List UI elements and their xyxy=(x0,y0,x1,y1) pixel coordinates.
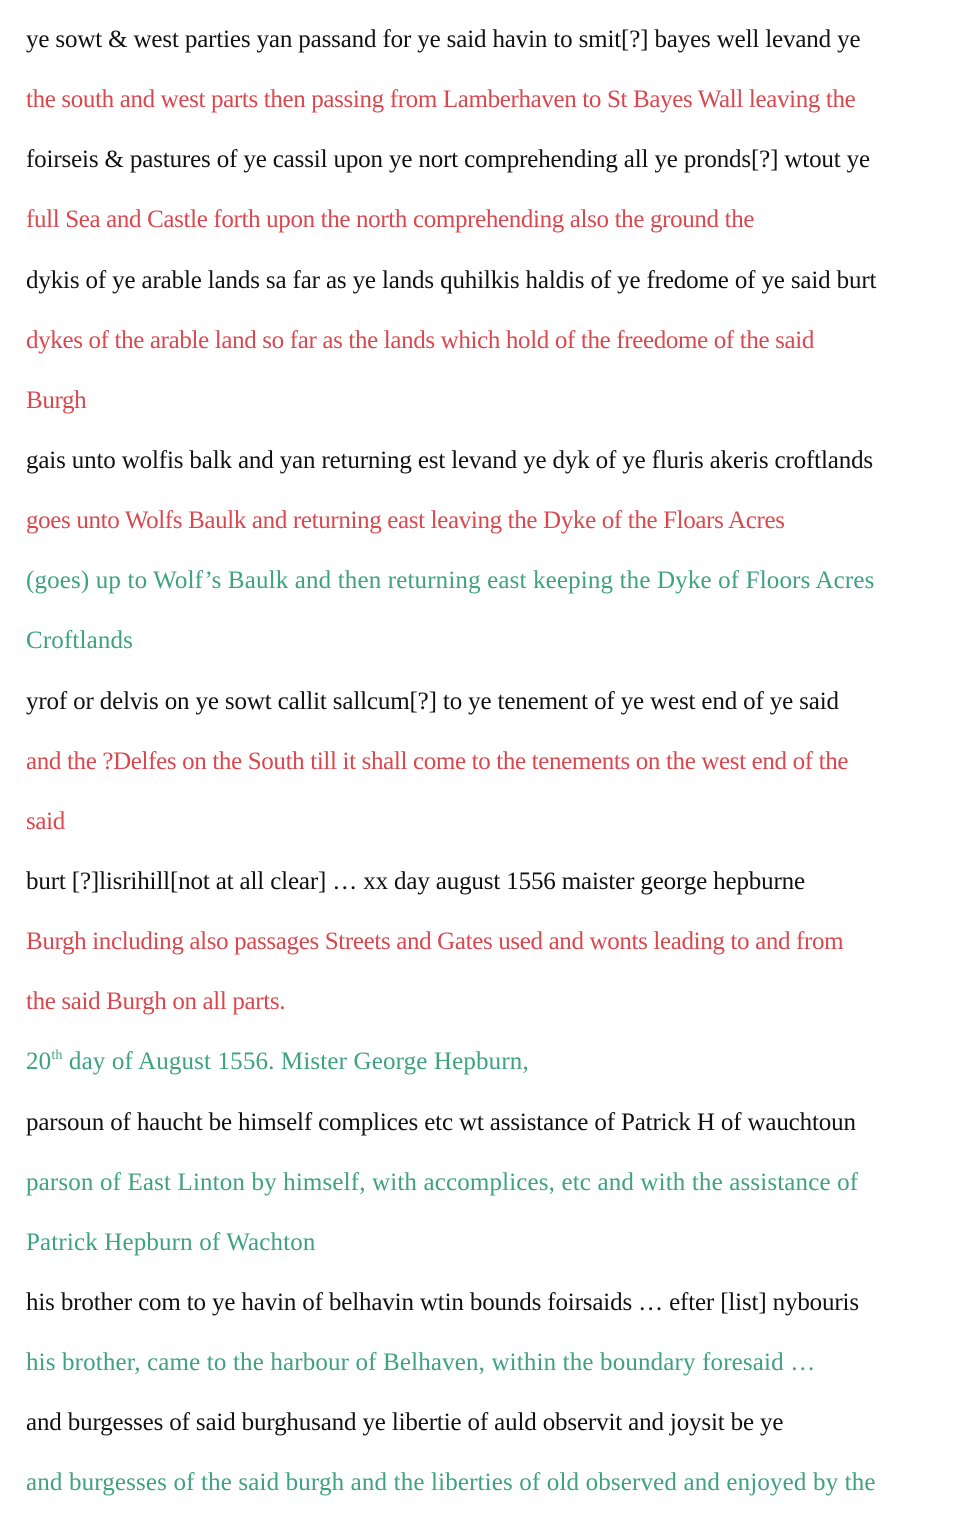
date-number: 20 xyxy=(26,1048,52,1076)
translation-line: goes unto Wolfs Baulk and returning east leaving the Dyke of the Floars Acres xyxy=(26,507,785,535)
original-line: foirseis & pastures of ye cassil upon ye nort comprehending all ye pronds[?] wtout ye xyxy=(26,146,870,174)
original-line: ye sowt & west parties yan passand for ye said havin to smit[?] bayes well levand ye xyxy=(26,26,861,53)
translation-line: the said Burgh on all parts. xyxy=(26,988,286,1016)
modern-translation-line: Patrick Hepburn of Wachton xyxy=(26,1228,316,1256)
original-line: gais unto wolfis balk and yan returning est levand ye dyk of ye fluris akeris croftlands xyxy=(26,446,873,474)
translation-line: the south and west parts then passing from Lamberhaven to St Bayes Wall leaving the xyxy=(26,86,856,114)
translation-line: and the ?Delfes on the South till it shall come to the tenements on the west end of the xyxy=(26,747,849,775)
original-line: burt [?]lisrihill[not at all clear] … xx day august 1556 maister george hepburne xyxy=(26,867,805,895)
translation-line: dykes of the arable land so far as the lands which hold of the freedome of the said xyxy=(26,326,815,354)
modern-translation-line: Croftlands xyxy=(26,627,134,655)
translation-line: said xyxy=(26,807,65,835)
date-rest: day of August 1556. Mister George Hepburn, xyxy=(62,1048,529,1076)
original-line: and burgesses of said burghusand ye libertie of auld observit and joysit be ye xyxy=(26,1409,784,1437)
modern-translation-line: (goes) up to Wolf’s Baulk and then returning east keeping the Dyke of Floors Acres xyxy=(26,567,875,595)
ordinal-suffix: th xyxy=(51,1048,63,1064)
translation-line: full Sea and Castle forth upon the north comprehending also the ground the xyxy=(26,206,755,234)
translation-line: Burgh including also passages Streets and Gates used and wonts leading to and from xyxy=(26,928,844,956)
modern-translation-line: parson of East Linton by himself, with accomplices, etc and with the assistance of xyxy=(26,1168,859,1196)
modern-translation-line: his brother, came to the harbour of Belhaven, within the boundary foresaid … xyxy=(26,1349,816,1377)
original-line: dykis of ye arable lands sa far as ye lands quhilkis haldis of ye fredome of ye said burt xyxy=(26,266,877,294)
translation-line: Burgh xyxy=(26,386,87,414)
modern-translation-line: and burgesses of the said burgh and the liberties of old observed and enjoyed by the xyxy=(26,1469,876,1497)
original-line: yrof or delvis on ye sowt callit sallcum[?] to ye tenement of ye west end of ye said xyxy=(26,687,839,715)
original-line: parsoun of haucht be himself complices etc wt assistance of Patrick H of wauchtoun xyxy=(26,1108,856,1136)
transcription-page xyxy=(26,10,946,1514)
original-line: his brother com to ye havin of belhavin wtin bounds foirsaids … efter [list] nybouris xyxy=(26,1288,859,1316)
modern-translation-line xyxy=(26,1032,946,1092)
